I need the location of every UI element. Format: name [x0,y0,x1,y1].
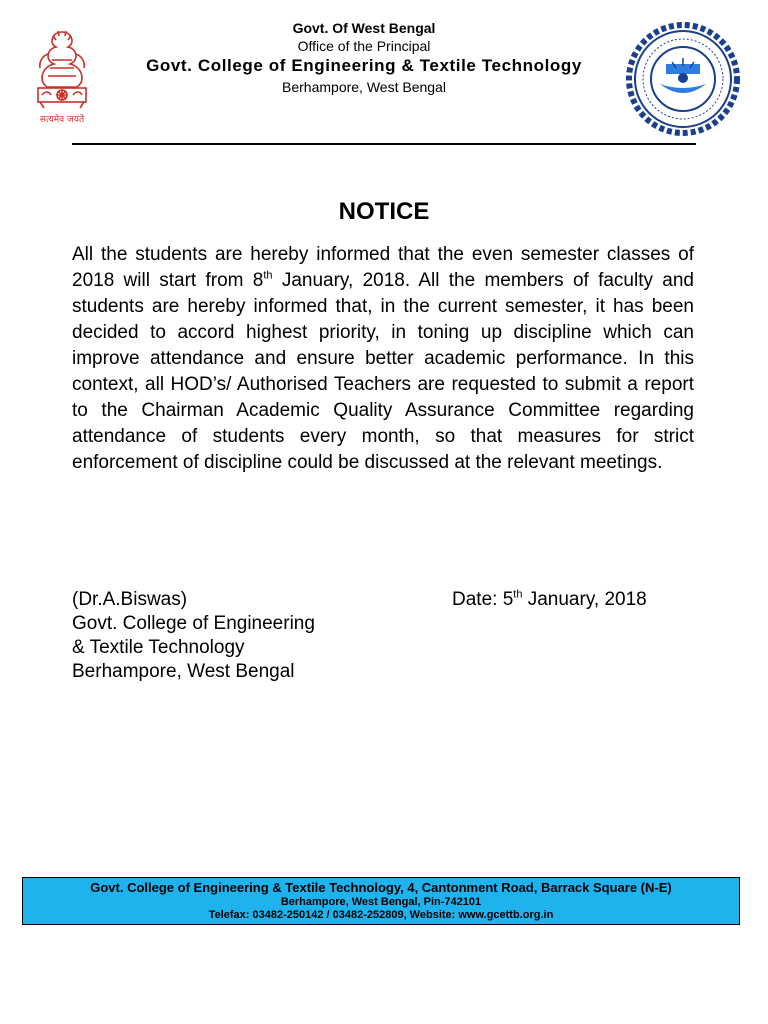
notice-date [452,588,647,612]
header-govt-line: Govt. Of West Bengal [292,20,436,36]
notice-title: NOTICE [338,198,430,225]
signatory-line2: & Textile Technology [72,637,245,658]
notice-body-superscript: th [263,269,273,282]
emblem-motto: सत्यमेव जयते [39,115,85,125]
header-divider [72,143,696,145]
date-suffix: January, 2018 [522,589,647,610]
college-seal-logo [626,22,740,136]
notice-body [72,242,694,476]
signatory-name: (Dr.A.Biswas) [72,589,188,610]
footer-line2: Berhampore, West Bengal, Pin-742101 [280,896,482,908]
signatory-line3: Berhampore, West Bengal [72,661,295,682]
footer-line1: Govt. College of Engineering & Textile Technology, 4, Cantonment Road, Barrack Square (N-E) [90,880,672,895]
header-place-line: Berhampore, West Bengal [282,79,446,95]
date-prefix: Date: 5 [452,589,514,610]
notice-body-part1: All the students are hereby informed that the even semester classes of 2018 will start from 8 [72,244,694,291]
header-office-line: Office of the Principal [297,38,431,54]
signatory-line1: Govt. College of Engineering [72,613,315,634]
footer-address-box [22,877,740,925]
date-superscript: th [513,588,523,601]
national-emblem-logo [26,24,98,136]
signatory-block [72,588,315,684]
header-college-name: Govt. College of Engineering & Textile Technology [146,56,582,75]
footer-line3: Telefax: 03482-250142 / 03482-252809, Website: www.gcettb.org.in [208,909,554,921]
notice-body-part2: January, 2018. All the members of faculty and students are hereby informed that, in the current semester, it has been decided to accord highest priority, in toning up discipline which can improve attendance and ensure better academic performance. In this context, all HOD’s/ Authorised Teachers are requested to submit a report to the Chairman Academic Quality Assurance Committee regarding attendance of students every month, so that measures for strict enforcement of discipline could be discussed at the relevant meetings. [72,270,694,473]
